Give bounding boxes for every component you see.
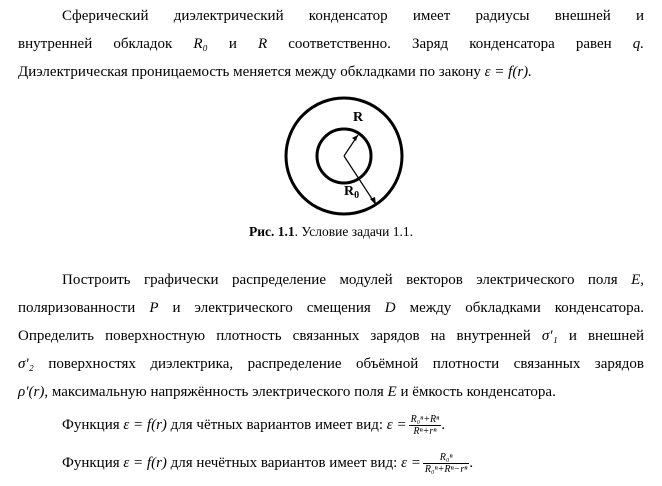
symbol-p: P (149, 300, 159, 316)
text-segment: , максимальную напряжённость электрического поля (44, 384, 388, 400)
para2-line3 (18, 326, 644, 346)
symbol-e: E (387, 384, 397, 400)
text-segment: и ёмкость конденсатора. (396, 384, 556, 400)
para2-line2 (18, 298, 644, 318)
text-segment: для чётных вариантов имеет вид: (166, 416, 387, 433)
text-segment: Функция (62, 416, 124, 433)
text-segment: поляризованности (18, 300, 150, 316)
formula-eps: ε = f(r) (123, 454, 167, 471)
fraction-numerator: R₀ⁿ (423, 452, 470, 464)
formula-fraction (423, 452, 470, 475)
text-segment: для нечётных вариантов имеет вид: (166, 454, 402, 471)
fraction-denominator: R₀ⁿ+Rⁿ−rⁿ (424, 464, 468, 475)
formula-eps: ε = f(r). (484, 64, 532, 80)
label-r0: $R_0$ (344, 184, 360, 201)
para2-line4 (18, 354, 644, 374)
formula-lhs: ε = (386, 416, 407, 433)
symbol-d: D (384, 300, 396, 316)
symbol-sigma2: σ′₂ (18, 356, 34, 372)
symbol-r: R (258, 36, 268, 52)
figure-caption (0, 224, 662, 240)
text-segment: Диэлектрическая проницаемость меняется между обкладками по закону (18, 64, 485, 80)
fraction-denominator: Rⁿ+rⁿ (413, 426, 437, 437)
caption-text: . Условие задачи 1.1. (294, 224, 414, 239)
formula-even-line (62, 414, 445, 437)
caption-label: Рис. 1.1 (248, 224, 295, 239)
para2-line5 (18, 382, 556, 402)
text-segment: Функция (62, 454, 124, 471)
text-segment: и внешней (557, 328, 645, 344)
capacitor-figure (282, 95, 432, 217)
para1-line3 (18, 62, 532, 82)
text-segment: . (469, 454, 474, 471)
formula-odd-line (62, 452, 473, 475)
arrowhead-r0 (352, 135, 358, 141)
symbol-e: E, (631, 272, 644, 288)
text-segment: соответственно. Заряд конденсатора равен (267, 36, 633, 52)
symbol-rho: ρ′(r) (18, 384, 45, 400)
symbol-sigma1: σ′₁ (541, 328, 558, 344)
fraction-numerator: R₀ⁿ+Rⁿ (410, 414, 440, 425)
label-r: R (353, 110, 364, 125)
symbol-r0: R₀ (193, 36, 208, 52)
text-segment: поверхностях диэлектрика, распределение объёмной плотности связанных зарядов (33, 356, 644, 372)
para1-line1: Сферический диэлектрический конденсатор имеет радиусы внешней и (62, 8, 644, 24)
para2-line1 (62, 270, 644, 290)
text-segment: Построить графически распределение модулей векторов электрического поля (62, 272, 632, 288)
formula-fraction (409, 414, 442, 437)
formula-eps: ε = f(r) (123, 416, 167, 433)
text-segment: Определить поверхностную плотность связанных зарядов на внутренней (18, 328, 542, 344)
text-segment: внутренней обкладок (18, 36, 194, 52)
text-segment: и электрического смещения (158, 300, 385, 316)
para1-line2 (18, 34, 644, 54)
formula-lhs: ε = (401, 454, 421, 471)
text-segment: . (441, 416, 446, 433)
text-segment: между обкладками конденсатора. (395, 300, 644, 316)
text-segment: и (207, 36, 259, 52)
symbol-q: q. (632, 36, 644, 52)
